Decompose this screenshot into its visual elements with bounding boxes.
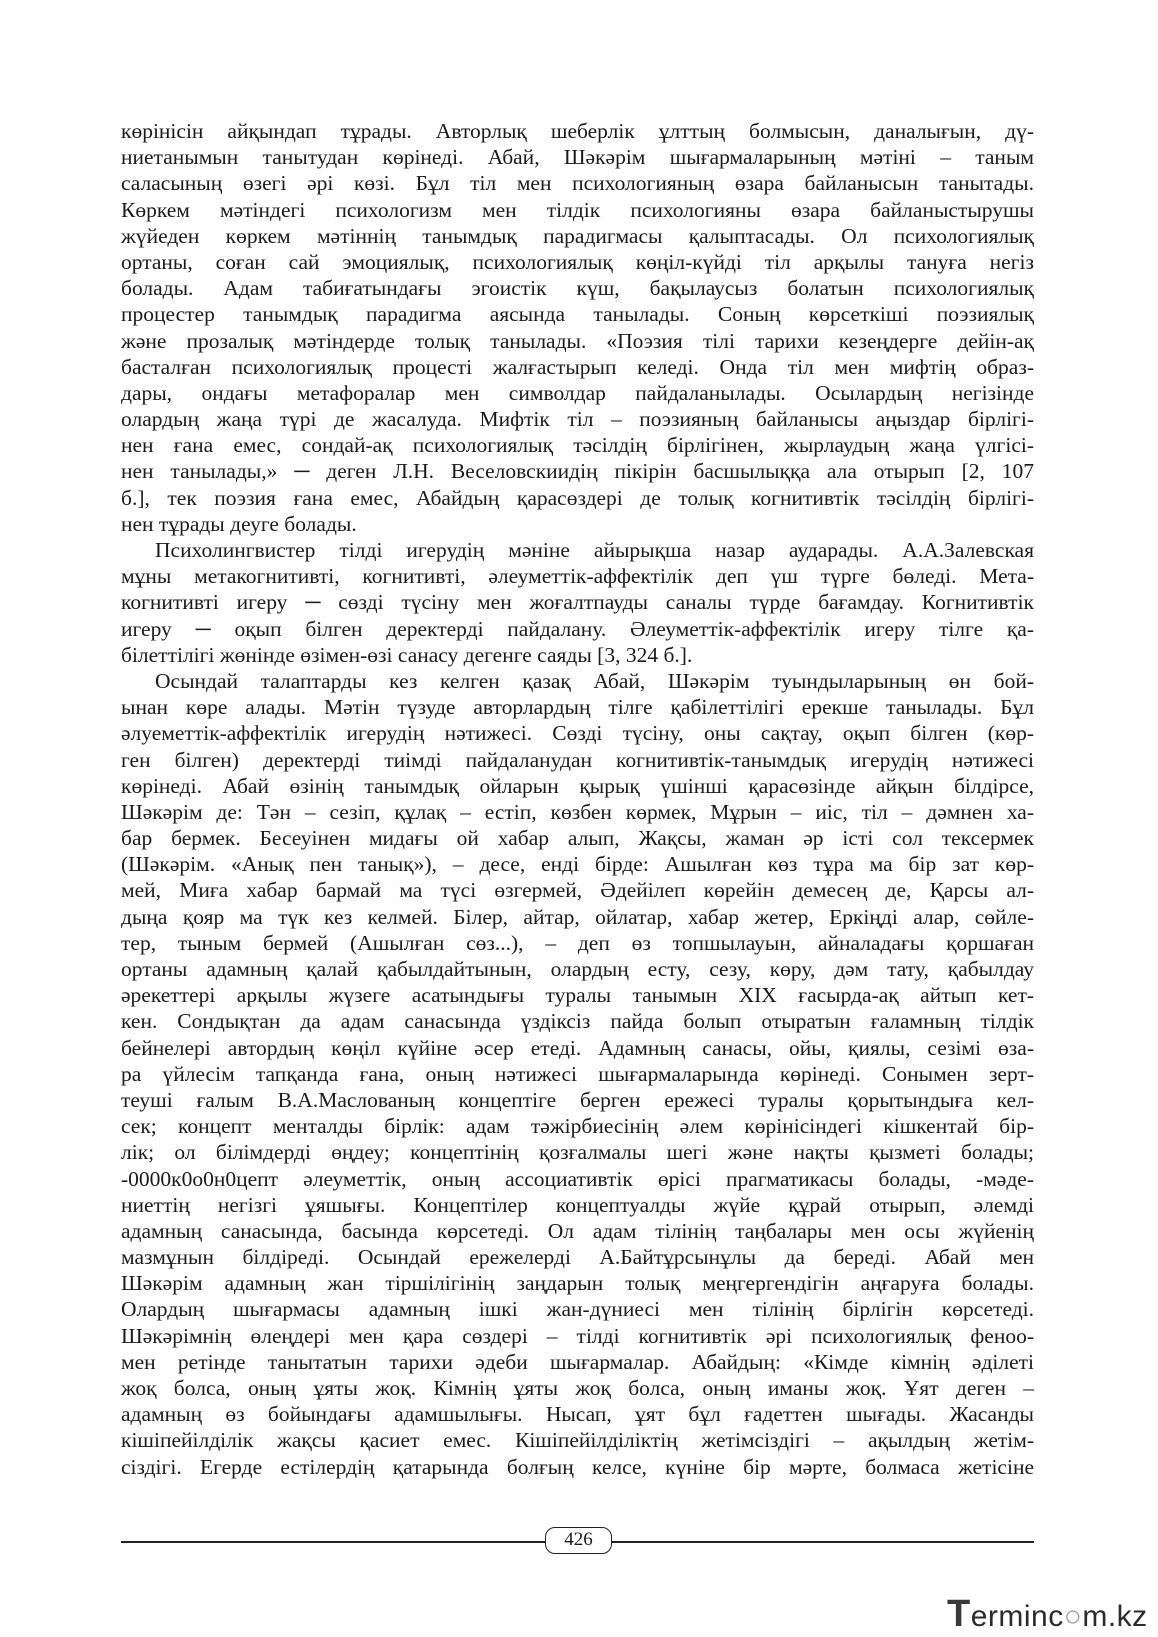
text-line: мұны метакогнитивті, когнитивті, әлеуметтік-аффектілік деп үш түрге бөледі. Мета- bbox=[121, 564, 1034, 589]
text-line: жүйеден көркем мәтіннің танымдық парадигмасы қалыптасады. Ол психологиялық bbox=[121, 223, 1034, 248]
text-line: Көркем мәтіндегі психологизм мен тілдік психологияны өзара байланыстырушы bbox=[121, 197, 1034, 222]
text-line: кішіпейілділік жақсы қасиет емес. Кішіпейілділіктің жетімсіздігі – ақылдың жетім- bbox=[121, 1428, 1034, 1453]
text-line: мей, Миға хабар бармай ма түсі өзгермей, Әдейілеп көрейін демесең де, Қарсы ал- bbox=[121, 878, 1034, 903]
text-line: теуші ғалым В.А.Маслованың концептіге берген ережесі туралы қорытындыға кел- bbox=[121, 1087, 1034, 1112]
text-line: әлуеметтік-аффектілік игерудің нәтижесі. Сөзді түсіну, оны сақтау, оқып білген (көр- bbox=[121, 721, 1034, 746]
text-line: процестер танымдық парадигма аясында танылады. Соның көрсеткіші поэзиялық bbox=[121, 302, 1034, 327]
text-line: ортаны, соған сай эмоциялық, психологиялық көңіл-күйді тіл арқылы тануға негіз bbox=[121, 249, 1034, 274]
watermark-part1: erminc bbox=[970, 1600, 1064, 1633]
text-line: б.], тек поэзия ғана емес, Абайдың қарасөздері де толық когнитивтік тәсілдің бірлігі- bbox=[121, 485, 1034, 510]
watermark-part2: m.kz bbox=[1082, 1600, 1148, 1633]
text-line: ниеттің негізгі ұяшығы. Концептілер концептуалды жүйе құрай отырып, әлемді bbox=[121, 1192, 1034, 1217]
text-line: ынан көре алады. Мәтін түзуде авторлардың тілге қабілеттілігі ерекше танылады. Бұл bbox=[121, 695, 1034, 720]
text-line: басталған психологиялық процесті жалғастырып келеді. Онда тіл мен мифтің образ- bbox=[121, 354, 1034, 379]
text-line: бейнелері автордың көңіл күйіне әсер етеді. Адамның санасы, ойы, қиялы, сезімі өза- bbox=[121, 1035, 1034, 1060]
text-line: нен тұрады деуге болады. bbox=[121, 511, 357, 536]
text-line: Осындай талаптарды кез келген қазақ Абай, Шәкәрім туындыларының өн бой- bbox=[155, 668, 1034, 693]
text-line: ра үйлесім тапқанда ғана, оның нәтижесі шығармаларында көрінеді. Сонымен зерт- bbox=[121, 1061, 1034, 1086]
text-line: Шәкәрім де: Тән – сезіп, құлақ – естіп, көзбен көрмек, Мұрын – иіс, тіл – дәмнен ха- bbox=[121, 799, 1034, 824]
footer-rule-right bbox=[612, 1541, 1034, 1543]
text-line: көрінеді. Абай өзінің танымдық ойларын қырық үшінші қарасөзінде айқын білдірсе, bbox=[121, 773, 1034, 798]
text-line: әрекеттері арқылы жүзеге асатындығы туралы танымын XIX ғасырда-ақ айтып кет- bbox=[121, 983, 1034, 1008]
text-line: игеру ─ оқып білген деректерді пайдалану. Әлеуметтік-аффектілік игеру тілге қа- bbox=[121, 616, 1034, 641]
page-number: 426 bbox=[545, 1527, 612, 1554]
text-line: дыңа қояр ма түк кез келмей. Білер, айтар, ойлатар, хабар жетер, Еркіңді алар, сөйле- bbox=[121, 904, 1034, 929]
text-line: Шәкәрімнің өлеңдері мен қара сөздері – тілді когнитивтік әрі психологиялық феноо- bbox=[121, 1323, 1034, 1348]
text-line: нен ғана емес, сондай-ақ психологиялық тәсілдің бірлігінен, жырлаудың жаңа үлгісі- bbox=[121, 433, 1034, 458]
text-line: дары, ондағы метафоралар мен символдар пайдаланылады. Осылардың негізінде bbox=[121, 380, 1034, 405]
watermark-logo bbox=[947, 1593, 1148, 1635]
text-line: жоқ болса, оның ұяты жоқ. Кімнің ұяты жоқ болса, оның иманы жоқ. Ұят деген – bbox=[121, 1376, 1034, 1400]
text-line: ортаны адамның қалай қабылдайтынын, олардың есту, сезу, көру, дәм тату, қабылдау bbox=[121, 957, 1034, 981]
text-line: олардың жаңа түрі де жасалуда. Мифтік тіл – поэзияның байланысы аңыздар бірлігі- bbox=[121, 407, 1034, 432]
text-line: мен ретінде танытатын тарихи әдеби шығармалар. Абайдың: «Кімде кімнің әділеті bbox=[121, 1349, 1034, 1374]
text-line: Шәкәрім адамның жан тіршілігінің заңдарын толық меңгергендігін аңғаруға болады. bbox=[121, 1271, 1034, 1296]
watermark-separator: ○ bbox=[1063, 1600, 1083, 1633]
text-line: лік; ол білімдерді өңдеу; концептінің қозғалмалы шегі және нақты қызметі болады; bbox=[121, 1140, 1034, 1165]
text-line: нен танылады,» ─ деген Л.Н. Веселовскиидің пікірін басшылыққа ала отырып [2, 107 bbox=[121, 459, 1034, 484]
watermark-first-letter: T bbox=[947, 1593, 971, 1635]
text-line: саласының өзегі әрі көзі. Бұл тіл мен психологияның өзара байланысын танытады. bbox=[121, 171, 1034, 196]
text-line: (Шәкәрім. «Анық пен танық»), – десе, енді бірде: Ашылған көз тұра ма бір зат көр- bbox=[121, 852, 1034, 877]
text-line: ген білген) деректерді тиімді пайдаланудан когнитивтік-танымдық игерудің нәтижесі bbox=[121, 747, 1034, 772]
text-line: когнитивті игеру ─ сөзді түсіну мен жоғалтпауды саналы түрде бағамдау. Когнитивтік bbox=[121, 590, 1034, 615]
text-line: бар бермек. Бесеуінен мидағы ой хабар алып, Жақсы, жаман әр істі сол тексермек bbox=[121, 826, 1034, 851]
body-text bbox=[121, 118, 1034, 1480]
text-line: -0000к0о0н0цепт әлеуметтік, оның ассоциативтік өрісі прагматикасы болады, -мәде- bbox=[121, 1166, 1034, 1191]
text-line: көрінісін айқындап тұрады. Авторлық шеберлік ұлттың болмысын, даналығын, дү- bbox=[121, 119, 1034, 143]
text-line: кен. Сондықтан да адам санасында үздіксіз пайда болып отыратын ғаламның тілдік bbox=[121, 1009, 1034, 1034]
footer-rule-left bbox=[121, 1541, 546, 1543]
text-line: білеттілігі жөнінде өзімен-өзі санасу дегенге саяды [3, 324 б.]. bbox=[121, 642, 693, 667]
text-line: тер, тыным бермей (Ашылған сөз...), – деп өз топшылауын, айналадағы қоршаған bbox=[121, 930, 1034, 955]
text-line: және прозалық мәтіндерде толық танылады. «Поэзия тілі тарихи кезеңдерге дейін-ақ bbox=[121, 328, 1034, 353]
text-line: ниетанымын танытудан көрінеді. Абай, Шәкәрім шығармаларының мәтіні – таным bbox=[121, 145, 1034, 170]
text-line: мазмұнын білдіреді. Осындай ережелерді А.Байтұрсынұлы да береді. Абай мен bbox=[121, 1245, 1034, 1270]
text-line: Психолингвистер тілді игерудің мәніне айырықша назар аударады. А.А.Залевская bbox=[155, 538, 1034, 562]
text-line: сіздігі. Егерде естілердің қатарында болғың келсе, күніне бір мәрте, болмаса жетісіне bbox=[121, 1454, 1034, 1479]
text-line: сек; концепт менталды бірлік: адам тәжірбиесінің әлем көрінісіндегі кішкентай бір- bbox=[121, 1114, 1034, 1139]
text-line: болады. Адам табиғатындағы эгоистік күш, бақылаусыз болатын психологиялық bbox=[121, 276, 1034, 301]
text-line: Олардың шығармасы адамның ішкі жан-дүниесі мен тілінің бірлігін көрсетеді. bbox=[121, 1297, 1034, 1322]
text-line: адамның санасында, басында көрсетеді. Ол адам тілінің таңбалары мен осы жүйенің bbox=[121, 1218, 1034, 1243]
text-line: адамның өз бойындағы адамшылығы. Нысап, ұят бұл ғадеттен шығады. Жасанды bbox=[121, 1402, 1034, 1427]
